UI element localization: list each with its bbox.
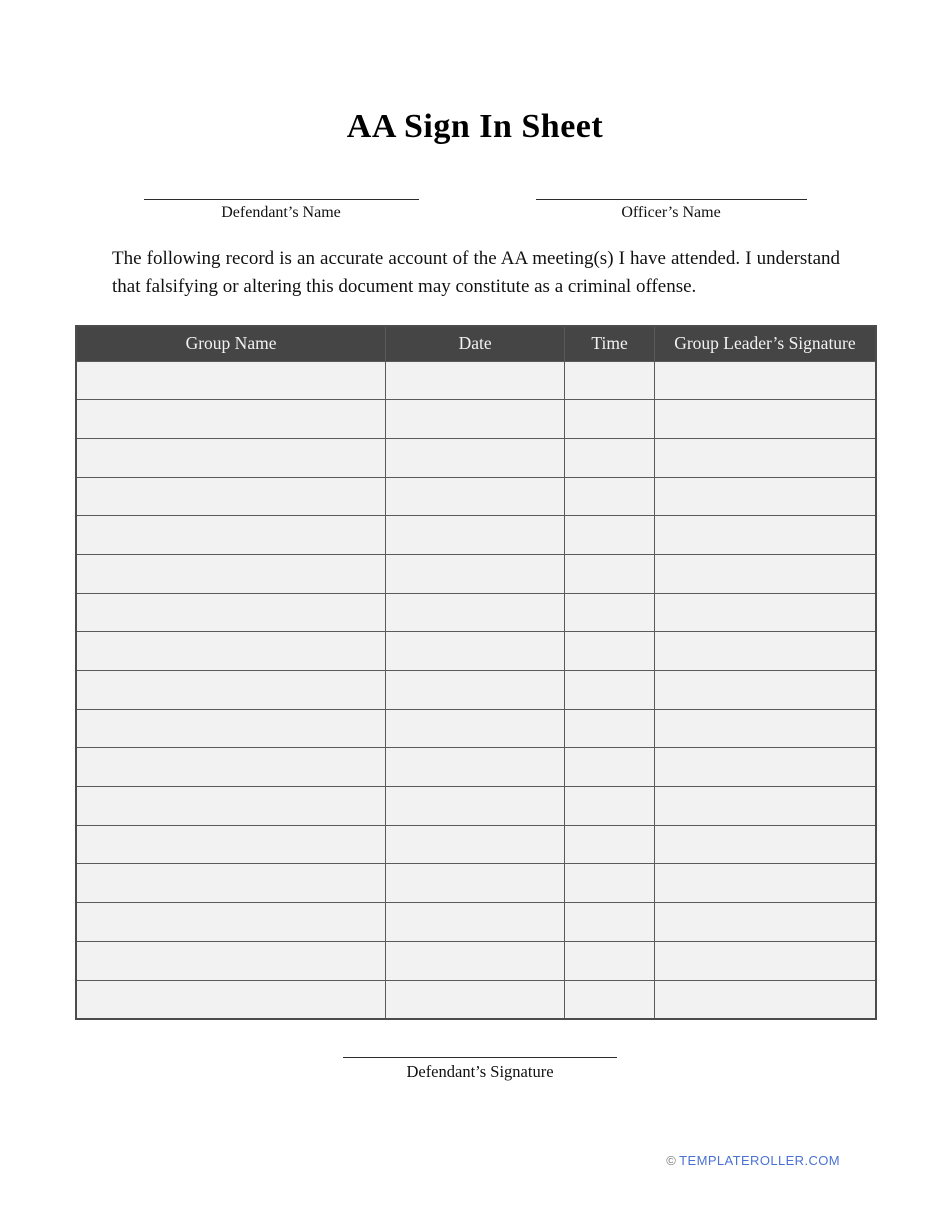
empty-cell (654, 709, 876, 748)
empty-cell (565, 554, 655, 593)
empty-cell (654, 516, 876, 555)
empty-cell (654, 593, 876, 632)
empty-cell (76, 864, 386, 903)
empty-cell (565, 787, 655, 826)
empty-cell (565, 825, 655, 864)
empty-cell (76, 787, 386, 826)
empty-cell (565, 941, 655, 980)
empty-cell (654, 864, 876, 903)
empty-cell (76, 516, 386, 555)
empty-cell (654, 554, 876, 593)
empty-cell (386, 361, 565, 400)
empty-cell (565, 864, 655, 903)
table-row (76, 632, 876, 671)
table-row (76, 748, 876, 787)
table-row (76, 671, 876, 710)
empty-cell (386, 438, 565, 477)
empty-cell (76, 825, 386, 864)
empty-cell (565, 400, 655, 439)
defendant-signature-block (343, 1057, 617, 1082)
empty-cell (76, 438, 386, 477)
empty-cell (386, 709, 565, 748)
defendant-name-label: Defendant’s Name (221, 204, 341, 221)
empty-cell (76, 632, 386, 671)
column-header-group-name: Group Name (76, 326, 386, 361)
officer-name-block (536, 199, 807, 222)
empty-cell (654, 903, 876, 942)
empty-cell (565, 632, 655, 671)
table-row (76, 709, 876, 748)
empty-cell (565, 361, 655, 400)
empty-cell (565, 980, 655, 1019)
empty-cell (654, 941, 876, 980)
footer (666, 1153, 840, 1168)
table-row (76, 400, 876, 439)
table-row (76, 477, 876, 516)
signin-table (75, 325, 877, 1020)
empty-cell (76, 671, 386, 710)
empty-cell (76, 748, 386, 787)
empty-cell (654, 748, 876, 787)
top-signature-row (0, 199, 950, 222)
empty-cell (386, 554, 565, 593)
table-row (76, 787, 876, 826)
empty-cell (386, 400, 565, 439)
empty-cell (654, 787, 876, 826)
column-header-time: Time (565, 326, 655, 361)
officer-name-label: Officer’s Name (621, 204, 721, 221)
empty-cell (565, 516, 655, 555)
empty-cell (654, 361, 876, 400)
empty-cell (386, 748, 565, 787)
empty-cell (76, 477, 386, 516)
empty-cell (386, 864, 565, 903)
defendant-name-block (144, 199, 419, 222)
table-row (76, 864, 876, 903)
empty-cell (76, 980, 386, 1019)
empty-cell (386, 903, 565, 942)
empty-cell (76, 903, 386, 942)
empty-cell (654, 980, 876, 1019)
empty-cell (654, 632, 876, 671)
empty-cell (565, 748, 655, 787)
empty-cell (386, 632, 565, 671)
empty-cell (386, 593, 565, 632)
defendant-signature-label: Defendant’s Signature (406, 1061, 554, 1081)
table-header-row (76, 326, 876, 361)
empty-cell (654, 438, 876, 477)
empty-cell (565, 903, 655, 942)
empty-cell (76, 554, 386, 593)
empty-cell (386, 671, 565, 710)
table-row (76, 361, 876, 400)
empty-cell (386, 941, 565, 980)
empty-cell (565, 477, 655, 516)
copyright-icon: © (666, 1153, 677, 1168)
page-title: AA Sign In Sheet (346, 108, 604, 145)
table-row (76, 593, 876, 632)
empty-cell (654, 400, 876, 439)
table-row (76, 554, 876, 593)
empty-cell (386, 516, 565, 555)
table-row (76, 980, 876, 1019)
empty-cell (654, 671, 876, 710)
empty-cell (76, 400, 386, 439)
table-row (76, 903, 876, 942)
column-header-group-leader-s-signature: Group Leader’s Signature (654, 326, 876, 361)
empty-cell (76, 593, 386, 632)
templateroller-link[interactable]: TEMPLATEROLLER.COM (679, 1153, 840, 1168)
column-header-date: Date (386, 326, 565, 361)
empty-cell (565, 709, 655, 748)
statement-text: The following record is an accurate account of the AA meeting(s) I have attended. I understand that falsifying or altering this document may constitute as a criminal offense. (112, 248, 840, 297)
empty-cell (76, 361, 386, 400)
empty-cell (386, 787, 565, 826)
empty-cell (76, 709, 386, 748)
empty-cell (386, 980, 565, 1019)
empty-cell (565, 438, 655, 477)
empty-cell (565, 593, 655, 632)
empty-cell (654, 477, 876, 516)
empty-cell (654, 825, 876, 864)
table-row (76, 438, 876, 477)
table-row (76, 825, 876, 864)
empty-cell (76, 941, 386, 980)
empty-cell (386, 825, 565, 864)
table-row (76, 941, 876, 980)
empty-cell (386, 477, 565, 516)
empty-cell (565, 671, 655, 710)
table-row (76, 516, 876, 555)
